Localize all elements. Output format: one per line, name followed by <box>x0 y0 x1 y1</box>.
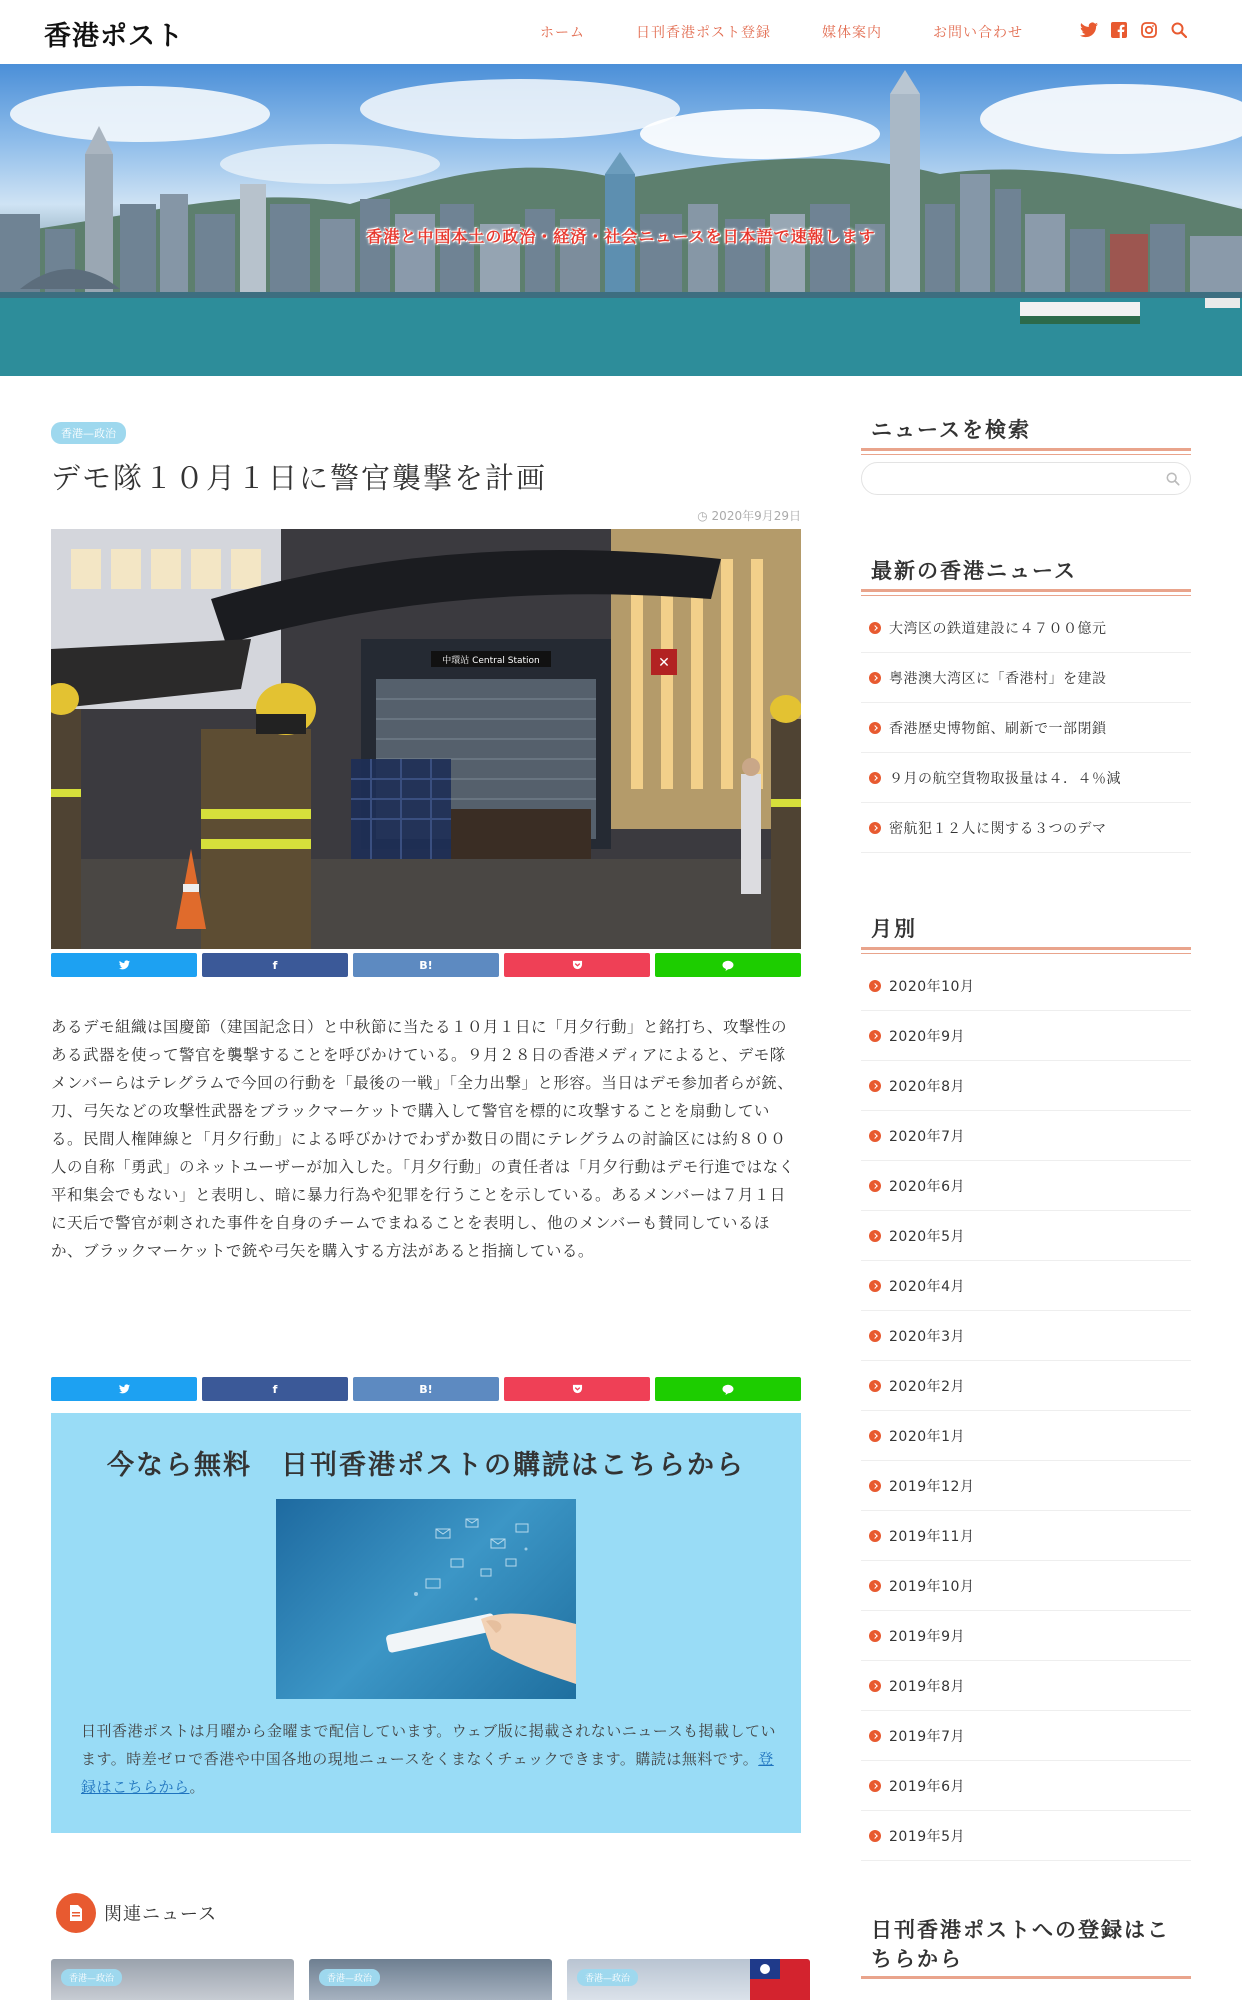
archive-link[interactable]: 2020年3月 <box>889 1328 966 1345</box>
chevron-right-icon <box>869 1780 881 1792</box>
article-date-text: 2020年9月29日 <box>711 509 801 523</box>
share-hatena-button[interactable] <box>353 1377 499 1401</box>
share-facebook-button[interactable] <box>202 953 348 977</box>
list-item[interactable] <box>861 603 1191 653</box>
chevron-right-icon <box>869 1730 881 1742</box>
line-icon <box>722 1384 734 1395</box>
share-twitter-button[interactable] <box>51 1377 197 1401</box>
archive-link[interactable]: 2019年11月 <box>889 1528 975 1545</box>
latest-news-link[interactable]: 密航犯１２人に関する３つのデマ <box>889 820 1107 837</box>
list-item[interactable] <box>861 753 1191 803</box>
list-item[interactable] <box>861 703 1191 753</box>
nav-home[interactable]: ホーム <box>540 25 585 41</box>
cta-title: 今なら無料 日刊香港ポストの購読はこちらから <box>107 1450 745 1481</box>
chevron-right-icon <box>869 622 881 634</box>
chevron-right-icon <box>869 1630 881 1642</box>
latest-news-link[interactable]: 香港歴史博物館、刷新で一部閉鎖 <box>889 720 1107 737</box>
hatena-bookmark-icon: B! <box>419 958 433 972</box>
archive-link[interactable]: 2019年9月 <box>889 1628 966 1645</box>
article-photo <box>51 529 801 949</box>
chevron-right-icon <box>869 1030 881 1042</box>
archive-item[interactable] <box>861 1011 1191 1061</box>
archive-link[interactable]: 2020年4月 <box>889 1278 966 1295</box>
archive-link[interactable]: 2020年5月 <box>889 1228 966 1245</box>
related-tag: 香港—政治 <box>319 1969 380 1986</box>
archive-link[interactable]: 2020年7月 <box>889 1128 966 1145</box>
header-icons <box>1080 21 1200 39</box>
category-badge[interactable]: 香港—政治 <box>51 422 126 444</box>
archive-item[interactable] <box>861 1761 1191 1811</box>
related-tag: 香港—政治 <box>577 1969 638 1986</box>
pocket-icon <box>572 1384 583 1394</box>
article-date <box>697 507 801 524</box>
search-widget-title: ニュースを検索 <box>861 414 1191 451</box>
article-title: デモ隊１０月１日に警官襲撃を計画 <box>51 461 548 495</box>
chevron-right-icon <box>869 772 881 784</box>
archive-item[interactable] <box>861 1461 1191 1511</box>
cta-text <box>81 1717 777 1801</box>
nav-contact[interactable]: お問い合わせ <box>933 25 1023 41</box>
chevron-right-icon <box>869 1180 881 1192</box>
signup-widget-title: 日刊香港ポストへの登録はこちらから <box>861 1916 1191 1979</box>
share-line-button[interactable] <box>655 953 801 977</box>
archive-item[interactable] <box>861 1561 1191 1611</box>
list-item[interactable] <box>861 653 1191 703</box>
archive-item[interactable] <box>861 1661 1191 1711</box>
latest-news-link[interactable]: ９月の航空貨物取扱量は４．４％減 <box>889 770 1121 787</box>
chevron-right-icon <box>869 1130 881 1142</box>
monthly-archive-list <box>861 961 1191 1861</box>
facebook-icon[interactable] <box>1110 21 1128 39</box>
cta-image[interactable] <box>276 1499 576 1699</box>
archive-item[interactable] <box>861 1511 1191 1561</box>
share-twitter-button[interactable] <box>51 953 197 977</box>
share-pocket-button[interactable] <box>504 953 650 977</box>
archive-item[interactable] <box>861 1411 1191 1461</box>
related-tag: 香港—政治 <box>61 1969 122 1986</box>
chevron-right-icon <box>869 1580 881 1592</box>
share-hatena-button[interactable] <box>353 953 499 977</box>
archive-item[interactable] <box>861 1061 1191 1111</box>
related-news-label: 関連ニュース <box>104 1904 218 1925</box>
archive-item[interactable] <box>861 1111 1191 1161</box>
hatena-bookmark-icon: B! <box>419 1382 433 1396</box>
archive-item[interactable] <box>861 1261 1191 1311</box>
related-thumbnail[interactable] <box>51 1959 294 2000</box>
chevron-right-icon <box>869 672 881 684</box>
chevron-right-icon <box>869 1230 881 1242</box>
latest-news-list <box>861 603 1191 853</box>
article-body: あるデモ組織は国慶節（建国記念日）と中秋節に当たる１０月１日に「月夕行動」と銘打ち、攻撃性のある武器を使って警官を襲撃することを呼びかけている。９月２８日の香港メディアによると、デモ隊メンバーらはテレグラムで今回の行動を「最後の一戦」「全力出撃」と形容。当日はデモ参加者らが銃、刀、弓矢などの攻撃性武器をブラックマーケットで購入して警官を標的に攻撃することを扇動している。民間人権陣線と「月夕行動」による呼びかけでわずか数日の間にテレグラムの討論区には約８００人の自称「勇武」のネットユーザーが加入した。「月夕行動」の責任者は「月夕行動はデモ行進ではなく平和集会でもない」と表明し、暗に暴力行為や犯罪を行うことを示している。あるメンバーは７月１日に天后で警官が刺された事件を自身のチームでまねることを表明し、他のメンバーも賛同しているほか、ブラックマーケットで銃や弓矢を購入する方法があると指摘している。 <box>51 1018 795 1260</box>
archive-link[interactable]: 2019年8月 <box>889 1678 966 1695</box>
flag-graphic <box>750 1959 810 2000</box>
cta-description: 日刊香港ポストは月曜から金曜まで配信しています。ウェブ版に掲載されないニュースも掲載しています。時差ゼロで香港や中国各地の現地ニュースをくまなくチェックできます。購読は無料です。 <box>81 1722 776 1768</box>
chevron-right-icon <box>869 1480 881 1492</box>
archive-link[interactable]: 2019年6月 <box>889 1778 966 1795</box>
chevron-right-icon <box>869 1280 881 1292</box>
archive-item[interactable] <box>861 1211 1191 1261</box>
chevron-right-icon <box>869 1830 881 1842</box>
related-thumbnail[interactable] <box>567 1959 810 2000</box>
monthly-archive-title: 月別 <box>861 913 1191 950</box>
cta-trailing: 。 <box>189 1778 206 1796</box>
chevron-right-icon <box>869 1080 881 1092</box>
archive-link[interactable]: 2020年6月 <box>889 1178 966 1195</box>
archive-item[interactable] <box>861 961 1191 1011</box>
document-icon <box>56 1893 96 1933</box>
chevron-right-icon <box>869 1330 881 1342</box>
archive-link[interactable]: 2019年7月 <box>889 1728 966 1745</box>
pocket-icon <box>572 960 583 970</box>
svg-text:✕: ✕ <box>658 655 670 671</box>
archive-link[interactable]: 2020年1月 <box>889 1428 966 1445</box>
nav-newsletter-signup[interactable]: 日刊香港ポスト登録 <box>636 25 771 41</box>
related-news-header <box>56 1893 217 1933</box>
chevron-right-icon <box>869 1680 881 1692</box>
hero-banner <box>0 64 1242 376</box>
chevron-right-icon <box>869 822 881 834</box>
facebook-icon: f <box>272 1382 278 1396</box>
search-icon[interactable] <box>1166 472 1180 486</box>
chevron-right-icon <box>869 1530 881 1542</box>
latest-news-link[interactable]: 粤港澳大湾区に「香港村」を建設 <box>889 670 1107 687</box>
hero-tagline: 香港と中国本土の政治・経済・社会ニュースを日本語で速報します <box>366 227 876 246</box>
share-buttons-top <box>51 953 801 977</box>
signup-link[interactable]: 登録はこちらから <box>81 1750 774 1796</box>
newsletter-cta <box>51 1413 801 1833</box>
latest-news-title: 最新の香港ニュース <box>861 555 1191 592</box>
chevron-right-icon <box>869 1430 881 1442</box>
clock-icon: ◷ <box>697 509 708 523</box>
share-line-button[interactable] <box>655 1377 801 1401</box>
archive-link[interactable]: 2020年9月 <box>889 1028 966 1045</box>
archive-item[interactable] <box>861 1611 1191 1661</box>
archive-link[interactable]: 2019年10月 <box>889 1578 975 1595</box>
archive-link[interactable]: 2019年12月 <box>889 1478 975 1495</box>
latest-news-link[interactable]: 大湾区の鉄道建設に４７００億元 <box>889 620 1107 637</box>
chevron-right-icon <box>869 980 881 992</box>
archive-item[interactable] <box>861 1311 1191 1361</box>
instagram-icon[interactable] <box>1140 21 1158 39</box>
archive-item[interactable] <box>861 1361 1191 1411</box>
archive-link[interactable]: 2020年2月 <box>889 1378 966 1395</box>
related-thumbnail[interactable] <box>309 1959 552 2000</box>
main-nav <box>540 22 1074 42</box>
archive-link[interactable]: 2020年8月 <box>889 1078 966 1095</box>
archive-item[interactable] <box>861 1811 1191 1861</box>
twitter-icon <box>119 1384 130 1394</box>
twitter-icon[interactable] <box>1080 21 1098 39</box>
share-buttons-bottom <box>51 1377 801 1401</box>
nav-media-info[interactable]: 媒体案内 <box>822 25 882 41</box>
list-item[interactable] <box>861 803 1191 853</box>
site-logo[interactable]: 香港ポスト <box>44 21 184 52</box>
station-sign: 中環站 Central Station <box>442 656 540 666</box>
facebook-icon: f <box>272 958 278 972</box>
central-station-photo <box>51 529 801 949</box>
search-input[interactable] <box>861 462 1191 495</box>
related-news-thumbnails <box>51 1959 811 2000</box>
archive-item[interactable] <box>861 1711 1191 1761</box>
twitter-icon <box>119 960 130 970</box>
share-facebook-button[interactable] <box>202 1377 348 1401</box>
archive-link[interactable]: 2019年5月 <box>889 1828 966 1845</box>
archive-item[interactable] <box>861 1161 1191 1211</box>
share-pocket-button[interactable] <box>504 1377 650 1401</box>
chevron-right-icon <box>869 1380 881 1392</box>
line-icon <box>722 960 734 971</box>
site-header <box>0 0 1242 64</box>
archive-link[interactable]: 2020年10月 <box>889 978 975 995</box>
hong-kong-skyline-illustration <box>0 64 1242 376</box>
chevron-right-icon <box>869 722 881 734</box>
hand-holding-phone-illustration <box>276 1499 576 1699</box>
search-icon[interactable] <box>1170 21 1188 39</box>
